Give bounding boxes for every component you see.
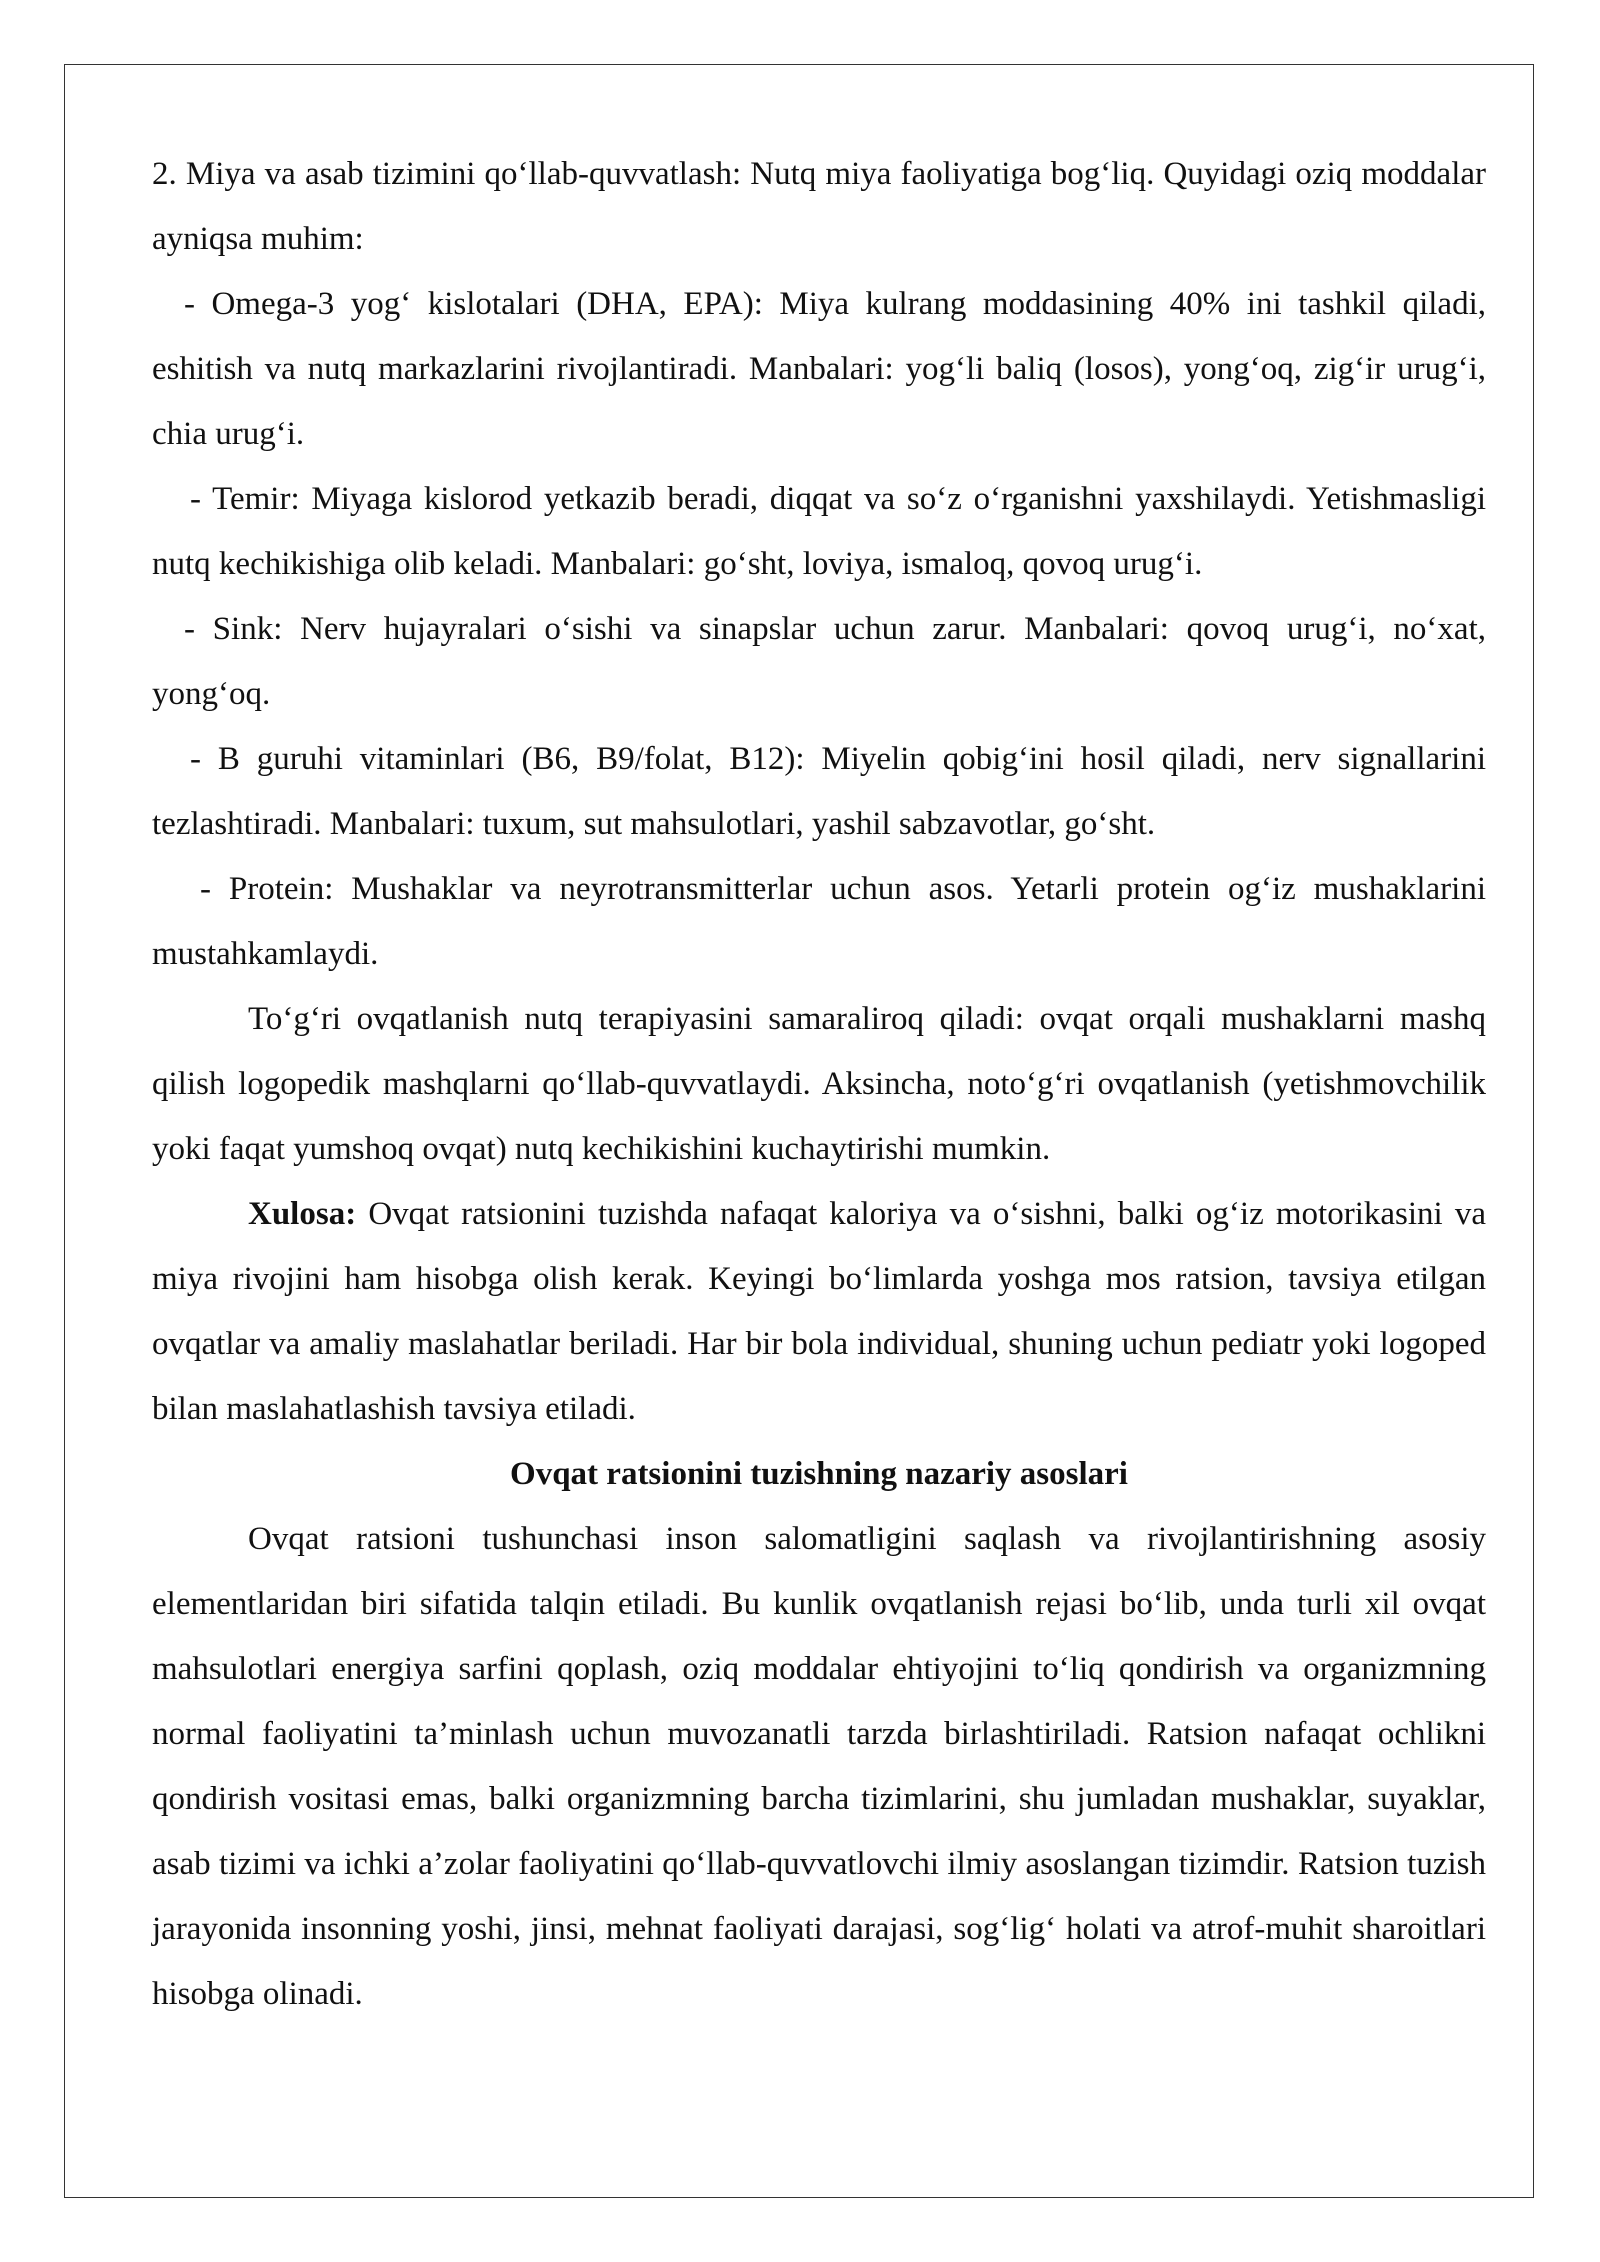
list-item-omega3: - Omega-3 yog‘ kislotalari (DHA, EPA): Miya kulrang moddasining 40% ini tashkil qiladi, eshitish va nutq markazlarini rivojlantiradi. Manbalari: yog‘li baliq (losos), yong‘oq, zig‘ir urug‘i, chia urug‘i. bbox=[152, 286, 1486, 452]
list-item-zinc: - Sink: Nerv hujayralari o‘sishi va sinapslar uchun zarur. Manbalari: qovoq urug‘i, no‘xat, yong‘oq. bbox=[152, 611, 1486, 712]
list-item-protein: - Protein: Mushaklar va neyrotransmitterlar uchun asos. Yetarli protein og‘iz mushaklarini mustahkamlaydi. bbox=[152, 871, 1486, 972]
list-item-iron: - Temir: Miyaga kislorod yetkazib beradi, diqqat va so‘z o‘rganishni yaxshilaydi. Yetishmasligi nutq kechikishiga olib keladi. Manbalari: go‘sht, loviya, ismaloq, qovoq urug‘i. bbox=[152, 481, 1486, 582]
conclusion-text: Ovqat ratsionini tuzishda nafaqat kaloriya va o‘sishni, balki og‘iz motorikasini va miya rivojini ham hisobga olish kerak. Keyingi bo‘limlarda yoshga mos ratsion, tavsiya etilgan ovqatlar va amaliy maslahatlar beriladi. Har bir bola individual, shuning uchun pediatr yoki logoped bilan maslahatlashish tavsiya etiladi. bbox=[152, 1196, 1486, 1427]
paragraph-conclusion bbox=[152, 1182, 1486, 1442]
conclusion-label: Xulosa: bbox=[248, 1196, 357, 1232]
document-body bbox=[152, 142, 1486, 2027]
paragraph-brain-support: 2. Miya va asab tizimini qo‘llab-quvvatlash: Nutq miya faoliyatiga bog‘liq. Quyidagi oziq moddalar ayniqsa muhim: bbox=[152, 156, 1486, 257]
paragraph-nutrition-therapy: To‘g‘ri ovqatlanish nutq terapiyasini samaraliroq qiladi: ovqat orqali mushaklarni mashq qilish logopedik mashqlarni qo‘llab-quvvatlaydi. Aksincha, noto‘g‘ri ovqatlanish (yetishmovchilik yoki faqat yumshoq ovqat) nutq kechikishini kuchaytirishi mumkin. bbox=[152, 1001, 1486, 1167]
paragraph-diet-concept: Ovqat ratsioni tushunchasi inson salomatligini saqlash va rivojlantirishning asosiy elementlaridan biri sifatida talqin etiladi. Bu kunlik ovqatlanish rejasi bo‘lib, unda turli xil ovqat mahsulotlari energiya sarfini qoplash, oziq moddalar ehtiyojini to‘liq qondirish va organizmning normal faoliyatini ta’minlash uchun muvozanatli tarzda birlashtiriladi. Ratsion nafaqat ochlikni qondirish vositasi emas, balki organizmning barcha tizimlarini, shu jumladan mushaklar, suyaklar, asab tizimi va ichki a’zolar faoliyatini qo‘llab-quvvatlovchi ilmiy asoslangan tizimdir. Ratsion tuzish jarayonida insonning yoshi, jinsi, mehnat faoliyati darajasi, sog‘lig‘ holati va atrof-muhit sharoitlari hisobga olinadi. bbox=[152, 1521, 1486, 2012]
list-item-b-vitamins: - B guruhi vitaminlari (B6, B9/folat, B12): Miyelin qobig‘ini hosil qiladi, nerv signallarini tezlashtiradi. Manbalari: tuxum, sut mahsulotlari, yashil sabzavotlar, go‘sht. bbox=[152, 741, 1486, 842]
section-heading: Ovqat ratsionini tuzishning nazariy asoslari bbox=[510, 1456, 1128, 1492]
